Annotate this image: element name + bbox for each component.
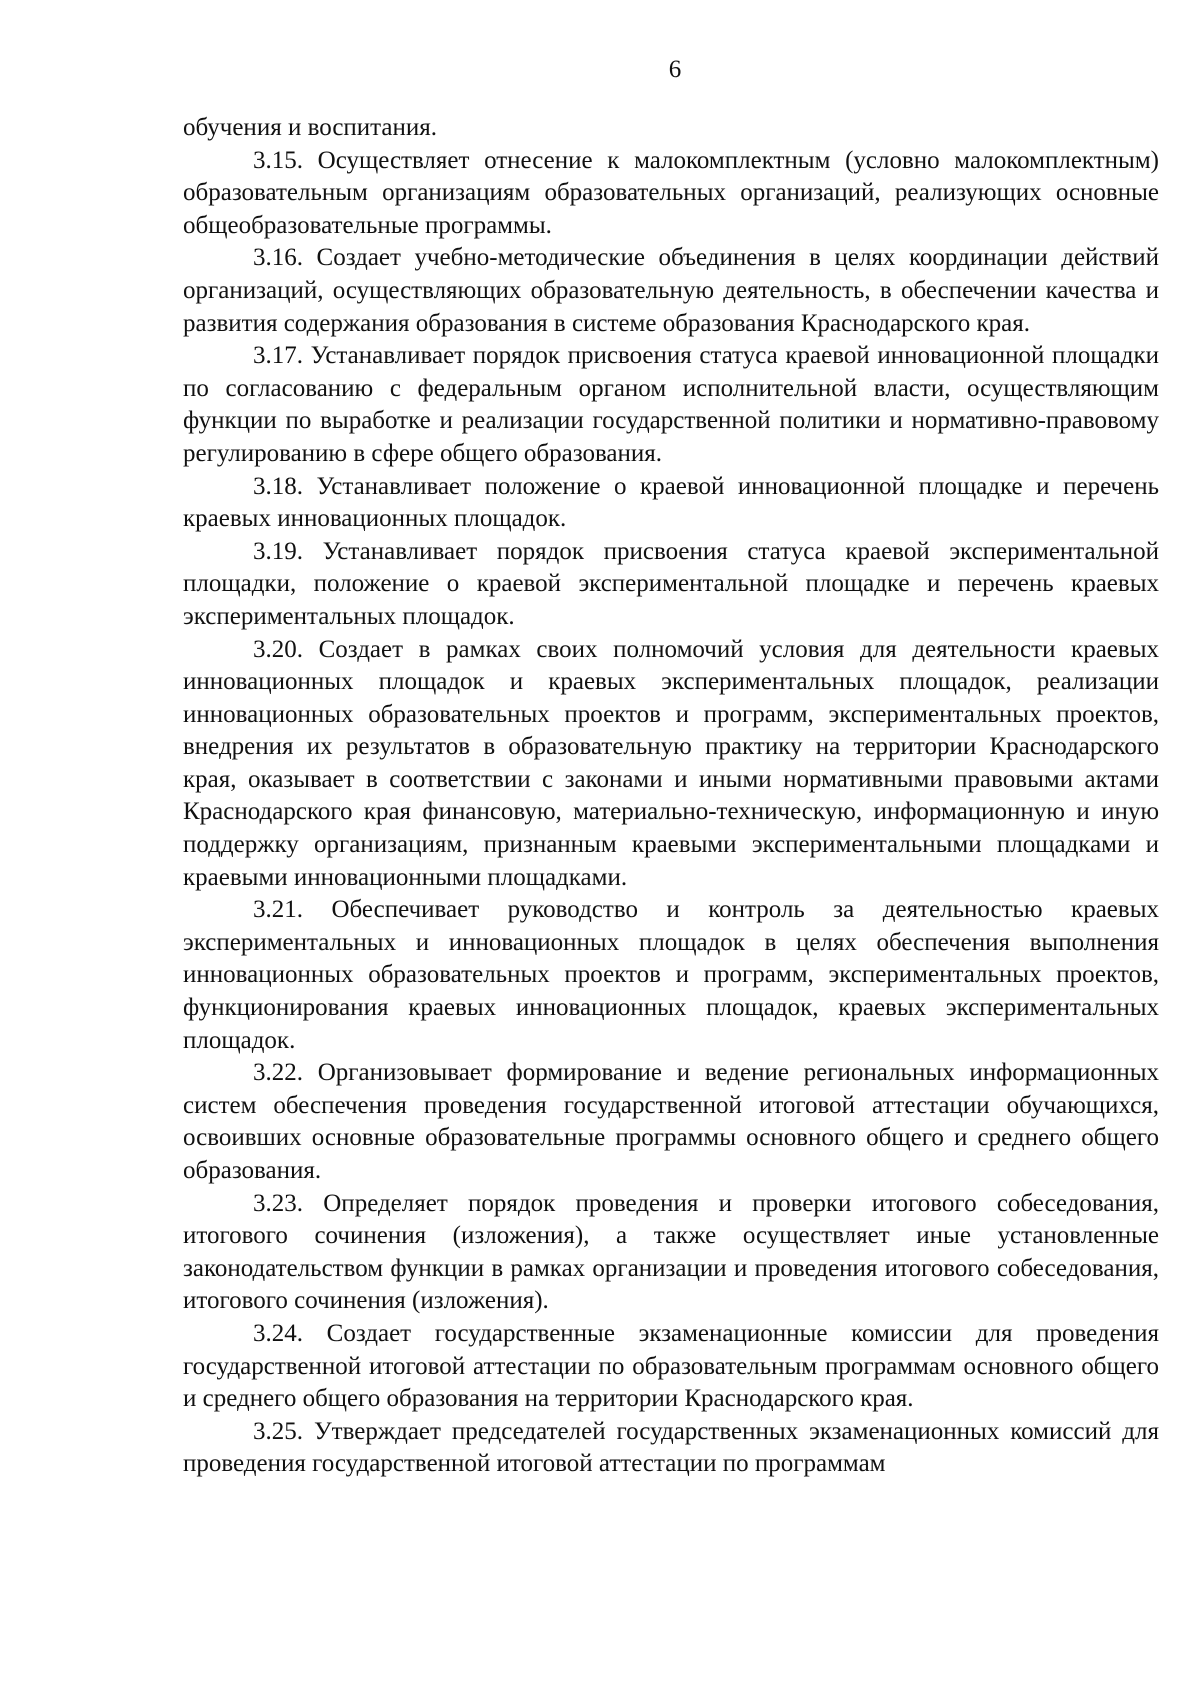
paragraph-3-21: 3.21. Обеспечивает руководство и контроль за деятельностью краевых экспериментальных и инновационных площадок в целях обеспечения выполнения инновационных образовательных проектов и программ, экспериментальных проектов, функционирования краевых инновационных площадок, краевых экспериментальных площадок. [183, 896, 1159, 1054]
paragraph-3-16: 3.16. Создает учебно-методические объединения в целях координации действий организаций, осуществляющих образовательную деятельность, в обеспечении качества и развития содержания образования в системе образования Краснодарского края. [183, 244, 1159, 337]
paragraph-3-20: 3.20. Создает в рамках своих полномочий условия для деятельности краевых инновационных площадок и краевых экспериментальных площадок, реализации инновационных образовательных проектов и программ, экспериментальных проектов, внедрения их результатов в образовательную практику на территории Краснодарского края, оказывает в соответствии с законами и иными нормативными правовыми актами Краснодарского края финансовую, материально-техническую, информационную и иную поддержку организациям, признанным краевыми экспериментальными площадками и краевыми инновационными площадками. [183, 635, 1159, 891]
paragraph-3-25: 3.25. Утверждает председателей государственных экзаменационных комиссий для проведения государственной итоговой аттестации по программам [183, 1417, 1159, 1478]
page-number: 6 [668, 56, 682, 83]
paragraph-3-15: 3.15. Осуществляет отнесение к малокомплектным (условно малокомплектным) образовательным организациям образовательных организаций, реализующих основные общеобразовательные программы. [183, 146, 1159, 239]
paragraph-3-18: 3.18. Устанавливает положение о краевой инновационной площадке и перечень краевых инновационных площадок. [183, 472, 1159, 533]
paragraph-3-19: 3.19. Устанавливает порядок присвоения статуса краевой экспериментальной площадки, положение о краевой экспериментальной площадке и перечень краевых экспериментальных площадок. [183, 537, 1159, 630]
paragraph-3-22: 3.22. Организовывает формирование и ведение региональных информационных систем обеспечения проведения государственной итоговой аттестации обучающихся, освоивших основные образовательные программы основного общего и среднего общего образования. [183, 1059, 1159, 1184]
document-body [183, 112, 1159, 1481]
paragraph-3-24: 3.24. Создает государственные экзаменационные комиссии для проведения государственной итоговой аттестации по образовательным программам основного общего и среднего общего образования на территории Краснодарского края. [183, 1319, 1159, 1413]
paragraph-3-23: 3.23. Определяет порядок проведения и проверки итогового собеседования, итогового сочинения (изложения), а также осуществляет иные установленные законодательством функции в рамках организации и проведения итогового собеседования, итогового сочинения (изложения). [183, 1189, 1159, 1315]
paragraph-continuation: обучения и воспитания. [183, 114, 438, 141]
paragraph-3-17: 3.17. Устанавливает порядок присвоения статуса краевой инновационной площадки по согласованию с федеральным органом исполнительной власти, осуществляющим функции по выработке и реализации государственной политики и нормативно-правовому регулированию в сфере общего образования. [183, 342, 1159, 467]
